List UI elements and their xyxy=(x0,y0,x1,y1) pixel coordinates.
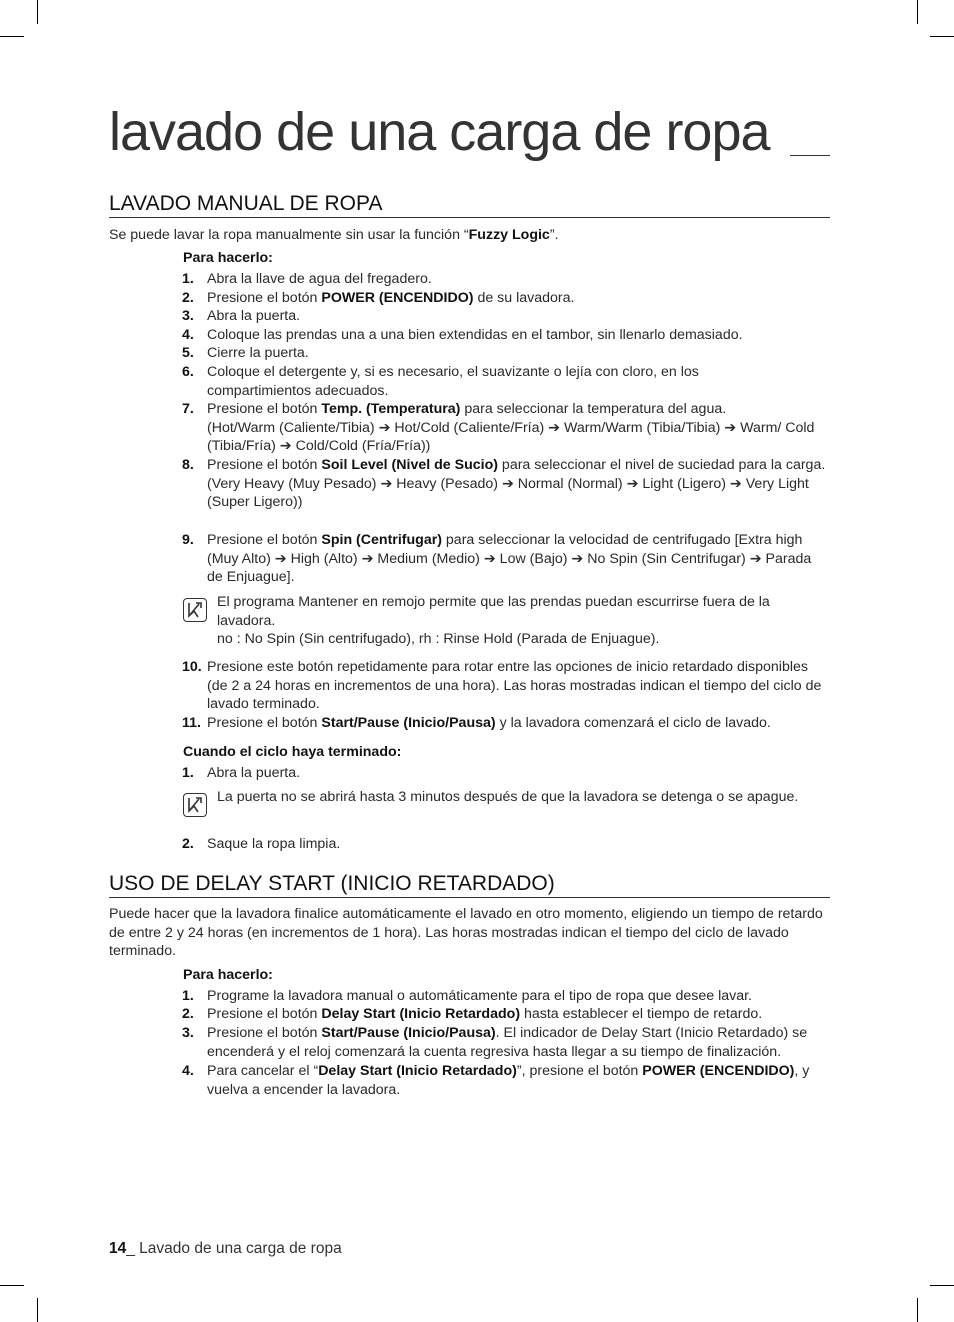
finished-label: Cuando el ciclo haya terminado: xyxy=(183,744,402,760)
note-icon xyxy=(183,598,207,622)
step-number: 4. xyxy=(182,327,194,343)
step-text: Presione el botón Soil Level (Nivel de Sucio) para seleccionar el nivel de suciedad para la carga. (Very Heavy (Muy Pesado) ➔ Heavy (Pesado) ➔ Normal (Normal) ➔ Light (Ligero) ➔ Very Light (Super Ligero)) xyxy=(207,457,826,510)
step-number: 8. xyxy=(182,457,194,473)
crop-mark xyxy=(37,0,38,24)
step-number: 2. xyxy=(182,290,194,306)
note-text: La puerta no se abrirá hasta 3 minutos después de que la lavadora se detenga o se apague. xyxy=(217,789,799,805)
step-text: Coloque las prendas una a una bien extendidas en el tambor, sin llenarlo demasiado. xyxy=(207,327,743,343)
step-text: Abra la llave de agua del fregadero. xyxy=(207,271,432,287)
step-number: 11. xyxy=(182,715,201,731)
step-number: 7. xyxy=(182,401,194,417)
step-text: Presione el botón Spin (Centrifugar) para seleccionar la velocidad de centrifugado [Extra high (Muy Alto) ➔ High (Alto) ➔ Medium (Medio) ➔ Low (Bajo) ➔ No Spin (Sin Centrifugar) ➔ Parada de Enjuague]. xyxy=(207,532,812,585)
how-to-label: Para hacerlo: xyxy=(183,250,273,266)
section-intro: Se puede lavar la ropa manualmente sin usar la función “Fuzzy Logic”. xyxy=(109,227,559,243)
step-number: 1. xyxy=(182,271,194,287)
step-number: 5. xyxy=(182,345,194,361)
step-text: Presione este botón repetidamente para rotar entre las opciones de inicio retardado disponibles (de 2 a 24 horas en incrementos de una hora). Las horas mostradas indican el tiempo del ciclo de lavado terminado. xyxy=(207,659,822,712)
step-number: 4. xyxy=(182,1063,194,1079)
step-text: Programe la lavadora manual o automáticamente para el tipo de ropa que desee lavar. xyxy=(207,988,752,1004)
step-number: 3. xyxy=(182,1025,194,1041)
step-number: 3. xyxy=(182,308,194,324)
step-text: Presione el botón POWER (ENCENDIDO) de su lavadora. xyxy=(207,290,575,306)
title-rule xyxy=(790,155,830,156)
footer-text: _ Lavado de una carga de ropa xyxy=(126,1240,342,1257)
step-number: 6. xyxy=(182,364,194,380)
crop-mark xyxy=(930,1285,954,1286)
section-heading-manual: LAVADO MANUAL DE ROPA xyxy=(109,192,830,218)
section-intro: Puede hacer que la lavadora finalice automáticamente el lavado en otro momento, eligiendo un tiempo de retardo de entre 2 y 24 horas (en incrementos de 1 hora). Las horas mostradas indican el tiempo del ciclo de lavado terminado. xyxy=(109,906,823,959)
crop-mark xyxy=(930,36,954,37)
crop-mark xyxy=(917,0,918,24)
step-text: Para cancelar el “Delay Start (Inicio Retardado)”, presione el botón POWER (ENCENDIDO), y vuelva a encender la lavadora. xyxy=(207,1063,810,1098)
crop-mark xyxy=(0,36,24,37)
step-text: Coloque el detergente y, si es necesario, el suavizante o lejía con cloro, en los compartimientos adecuados. xyxy=(207,364,699,399)
step-text: Cierre la puerta. xyxy=(207,345,309,361)
step-number: 2. xyxy=(182,1006,194,1022)
step-number: 2. xyxy=(182,836,194,852)
step-text: Saque la ropa limpia. xyxy=(207,836,341,852)
step-text: Presione el botón Start/Pause (Inicio/Pausa). El indicador de Delay Start (Inicio Retardado) se encenderá y el reloj comenzará la cuenta regresiva hasta llegar a su tiempo de finalización. xyxy=(207,1025,808,1060)
crop-mark xyxy=(0,1285,24,1286)
how-to-label: Para hacerlo: xyxy=(183,967,273,983)
step-text: Presione el botón Temp. (Temperatura) para seleccionar la temperatura del agua. (Hot/Warm (Caliente/Tibia) ➔ Hot/Cold (Caliente/Fría) ➔ Warm/Warm (Tibia/Tibia) ➔ Warm/ Cold (Tibia/Fría) ➔ Cold/Cold (Fría/Fría)) xyxy=(207,401,815,454)
page-footer xyxy=(109,1240,342,1258)
note-text: El programa Mantener en remojo permite que las prendas puedan escurrirse fuera de la lavadora. no : No Spin (Sin centrifugado), rh : Rinse Hold (Parada de Enjuague). xyxy=(217,594,770,647)
page-title: lavado de una carga de ropa xyxy=(109,102,770,162)
step-number: 9. xyxy=(182,532,194,548)
section-heading-delay-start: USO DE DELAY START (INICIO RETARDADO) xyxy=(109,872,830,898)
note-icon xyxy=(183,793,207,817)
step-text: Abra la puerta. xyxy=(207,765,301,781)
crop-mark xyxy=(37,1298,38,1322)
step-number: 1. xyxy=(182,765,194,781)
step-text: Presione el botón Delay Start (Inicio Retardado) hasta establecer el tiempo de retardo. xyxy=(207,1006,763,1022)
step-text: Presione el botón Start/Pause (Inicio/Pausa) y la lavadora comenzará el ciclo de lavado. xyxy=(207,715,771,731)
step-text: Abra la puerta. xyxy=(207,308,301,324)
crop-mark xyxy=(917,1298,918,1322)
page-number: 14 xyxy=(109,1240,127,1257)
step-number: 10. xyxy=(182,659,202,675)
step-number: 1. xyxy=(182,988,194,1004)
